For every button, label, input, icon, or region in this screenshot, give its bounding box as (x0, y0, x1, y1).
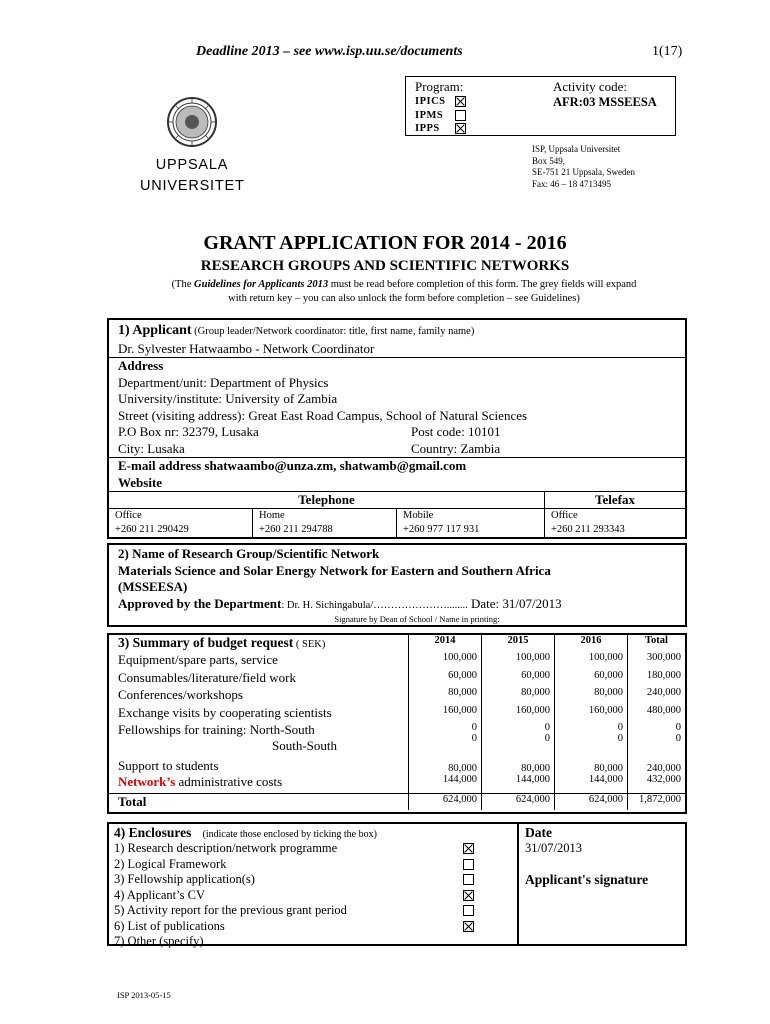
home-cell[interactable] (253, 509, 397, 538)
city-row (109, 441, 685, 458)
page-title: GRANT APPLICATION FOR 2014 - 2016 (203, 232, 567, 254)
admin-label-highlight: Network’s (118, 774, 176, 789)
program-label: IPICS (415, 96, 446, 107)
fax-label: Office (551, 510, 578, 521)
fellowship-ss-value[interactable]: 0 (675, 733, 681, 744)
budget-cell[interactable]: 80,000 (409, 756, 482, 774)
guidelines-link: Guidelines for Applicants 2013 (194, 279, 329, 290)
address-line: SE-751 21 Uppsala, Sweden (532, 167, 635, 177)
budget-cell[interactable]: 144,000 (482, 774, 555, 793)
applicant-heading-row (109, 320, 685, 341)
ipms-checkbox[interactable] (455, 110, 466, 121)
budget-cell[interactable]: 100,000 (409, 652, 482, 670)
date-signature-box (517, 822, 687, 946)
program-ipms (415, 110, 466, 121)
fellowship-cell[interactable] (555, 722, 628, 756)
applicant-name[interactable]: Dr. Sylvester Hatwaambo - Network Coordinator (118, 340, 375, 356)
enclosure-checkbox[interactable] (463, 859, 474, 870)
budget-cell[interactable]: 60,000 (482, 670, 555, 688)
budget-cell[interactable]: 432,000 (628, 774, 686, 793)
applicant-section (107, 318, 687, 539)
address-line: ISP, Uppsala Universitet (532, 144, 621, 154)
year-header: Total (645, 635, 668, 646)
address-line: Box 549, (532, 155, 566, 166)
budget-row-label: Consumables/literature/field work (109, 670, 409, 688)
support-label: Support to students (109, 756, 409, 774)
budget-row-label: Exchange visits by cooperating scientists (109, 705, 409, 723)
telefax-heading: Telefax (545, 492, 686, 509)
note-text: must be read before completion of this form. The grey fields will expand (328, 279, 637, 290)
fellowship-ss-value[interactable]: 0 (471, 733, 477, 744)
total-cell: 1,872,000 (639, 793, 681, 805)
budget-cell[interactable]: 60,000 (555, 670, 628, 688)
admin-label: administrative costs (175, 774, 283, 789)
enclosures-section (107, 822, 519, 946)
group-name-line1[interactable]: Materials Science and Solar Energy Network for Eastern and Southern Africa (118, 562, 551, 578)
year-header: 2015 (482, 635, 555, 652)
mobile-cell[interactable] (397, 509, 545, 538)
country-field[interactable]: Country: Zambia (411, 440, 501, 456)
fellowship-ns-value[interactable]: 0 (544, 722, 550, 733)
signature-label: Applicant's signature (525, 872, 649, 887)
total-cell: 624,000 (482, 793, 555, 810)
budget-cell[interactable]: 144,000 (555, 774, 628, 793)
fellowship-ss-label: South-South (272, 738, 338, 753)
enclosure-item: 5) Activity report for the previous grant period (114, 903, 347, 917)
approved-value[interactable]: : Dr. H. Sichingabula/…………………........ (281, 599, 468, 611)
email-field[interactable]: E-mail address shatwaambo@unza.zm, shatwamb@gmail.com (109, 457, 685, 475)
guidelines-note (104, 278, 704, 306)
group-heading: 2) Name of Research Group/Scientific Network (118, 546, 380, 561)
enclosures-heading: 4) Enclosures (114, 825, 192, 840)
office-label: Office (115, 510, 142, 521)
telephone-table (109, 491, 685, 537)
approval-row (109, 596, 685, 615)
applicant-heading: 1) Applicant (118, 323, 192, 338)
isp-address (532, 144, 635, 190)
budget-cell[interactable]: 160,000 (482, 705, 555, 723)
program-box (405, 76, 676, 136)
enclosure-item: 6) List of publications (114, 918, 225, 933)
enclosure-checkbox[interactable] (463, 874, 474, 885)
budget-cell[interactable]: 80,000 (482, 687, 555, 705)
approval-date[interactable]: Date: 31/07/2013 (467, 595, 562, 611)
date-label: Date (525, 825, 552, 840)
enclosure-item: 2) Logical Framework (114, 856, 227, 871)
ipics-checkbox[interactable] (455, 96, 466, 107)
budget-row-label: Conferences/workshops (109, 687, 409, 705)
enclosure-item: 4) Applicant’s CV (114, 887, 205, 902)
budget-cell[interactable]: 480,000 (646, 704, 681, 716)
page-subtitle: RESEARCH GROUPS AND SCIENTIFIC NETWORKS (200, 258, 570, 274)
mobile-label: Mobile (403, 510, 434, 521)
year-header: 2014 (409, 635, 482, 652)
group-name-line2[interactable]: (MSSEESA) (118, 579, 188, 594)
home-label: Home (259, 510, 285, 521)
logo-text-line1: UPPSALA (155, 157, 229, 173)
ipps-checkbox[interactable] (455, 123, 466, 134)
budget-cell[interactable]: 100,000 (555, 652, 628, 670)
pobox-row (109, 424, 685, 441)
budget-cell[interactable]: 80,000 (482, 756, 555, 774)
enclosure-checkbox[interactable] (463, 890, 474, 901)
budget-heading: 3) Summary of budget request (118, 635, 294, 650)
budget-cell[interactable]: 60,000 (409, 670, 482, 688)
office-phone[interactable]: +260 211 290429 (115, 524, 189, 535)
address-heading: Address (109, 357, 685, 375)
activity-code-title: Activity code: (553, 79, 628, 94)
budget-cell[interactable]: 144,000 (409, 774, 482, 793)
activity-code-value[interactable]: AFR:03 MSSEESA (553, 95, 657, 109)
city-field[interactable]: City: Lusaka (118, 440, 185, 456)
budget-row-label: Equipment/spare parts, service (109, 652, 409, 670)
office-cell[interactable] (109, 509, 253, 538)
fax-number[interactable]: +260 211 293343 (551, 524, 625, 535)
applicant-heading-note: (Group leader/Network coordinator: title, first name, family name) (191, 326, 475, 337)
street-field[interactable]: Street (visiting address): Great East Road Campus, School of Natural Sciences (118, 407, 528, 423)
enclosure-item: 7) Other (specify) (114, 934, 204, 948)
year-header: 2016 (555, 635, 628, 652)
budget-cell[interactable]: 100,000 (482, 652, 555, 670)
fellowship-ns-value[interactable]: 0 (471, 722, 477, 733)
website-field[interactable]: Website (118, 474, 163, 490)
total-label: Total (109, 793, 409, 810)
budget-currency: ( SEK) (293, 639, 326, 650)
fellowship-ss-value[interactable]: 0 (544, 733, 550, 744)
fax-cell[interactable] (545, 509, 686, 538)
total-cell: 624,000 (555, 793, 628, 810)
fellowship-ss-value[interactable]: 0 (617, 733, 623, 744)
program-title: Program: (415, 79, 464, 94)
admin-label-cell (109, 774, 409, 793)
footer-code: ISP 2013-05-15 (117, 990, 171, 1000)
enclosure-item: 3) Fellowship application(s) (114, 872, 255, 886)
fellowship-cell[interactable] (628, 722, 686, 756)
budget-table (109, 635, 685, 810)
address-line: Fax: 46 – 18 4713495 (532, 178, 612, 189)
university-logo (140, 96, 244, 195)
deadline-header: Deadline 2013 – see www.isp.uu.se/documents (196, 44, 463, 59)
seal-icon (166, 96, 218, 148)
budget-cell[interactable]: 160,000 (555, 705, 628, 723)
enclosures-heading-row (114, 825, 377, 841)
budget-section (107, 633, 687, 814)
fellowship-cell[interactable] (482, 722, 555, 756)
mobile-phone[interactable]: +260 977 117 931 (403, 524, 480, 535)
budget-cell[interactable]: 240,000 (646, 687, 681, 698)
program-ipps (415, 123, 466, 134)
pobox-field[interactable]: P.O Box nr: 32379, Lusaka (118, 424, 259, 439)
fellowship-ns-value[interactable]: 0 (675, 722, 681, 733)
home-phone[interactable]: +260 211 294788 (259, 524, 333, 535)
enclosure-checkbox[interactable] (463, 843, 474, 854)
note-text: (The (171, 279, 195, 290)
budget-cell[interactable]: 80,000 (555, 756, 628, 774)
page-number: 1(17) (652, 44, 683, 59)
signature-note: Signature by Dean of School / Name in printing: (334, 614, 500, 624)
approved-label: Approved by the Department (118, 595, 282, 611)
enclosures-note: (indicate those enclosed by ticking the box) (202, 829, 377, 840)
note-text: with return key – you can also unlock the form before completion – see Guidelines) (228, 293, 580, 304)
budget-cell[interactable]: 240,000 (646, 763, 681, 774)
budget-cell[interactable]: 80,000 (409, 687, 482, 705)
fellowship-label-cell (109, 722, 409, 756)
fellowship-label: Fellowships for training: North-South (118, 722, 315, 737)
research-group-section (107, 543, 687, 627)
department-field[interactable]: Department/unit: Department of Physics (118, 374, 329, 390)
total-cell: 624,000 (409, 793, 482, 810)
budget-cell[interactable]: 180,000 (646, 669, 681, 681)
program-label: IPMS (415, 110, 444, 121)
date-value[interactable]: 31/07/2013 (525, 841, 582, 855)
budget-cell[interactable]: 160,000 (409, 705, 482, 723)
program-label: IPPS (415, 123, 440, 134)
logo-text-line2: UNIVERSITET (140, 178, 245, 194)
program-ipics (415, 96, 466, 107)
enclosure-item: 1) Research description/network programme (114, 841, 338, 855)
enclosure-checkbox[interactable] (463, 921, 474, 932)
budget-cell[interactable]: 300,000 (646, 652, 681, 663)
budget-cell[interactable]: 80,000 (555, 687, 628, 705)
enclosure-checkbox[interactable] (463, 905, 474, 916)
fellowship-cell[interactable] (409, 722, 482, 756)
budget-heading-cell (109, 635, 409, 652)
university-field[interactable]: University/institute: University of Zambia (118, 391, 338, 406)
telephone-heading: Telephone (109, 492, 545, 509)
postcode-field[interactable]: Post code: 10101 (411, 424, 501, 439)
fellowship-ns-value[interactable]: 0 (617, 722, 623, 733)
